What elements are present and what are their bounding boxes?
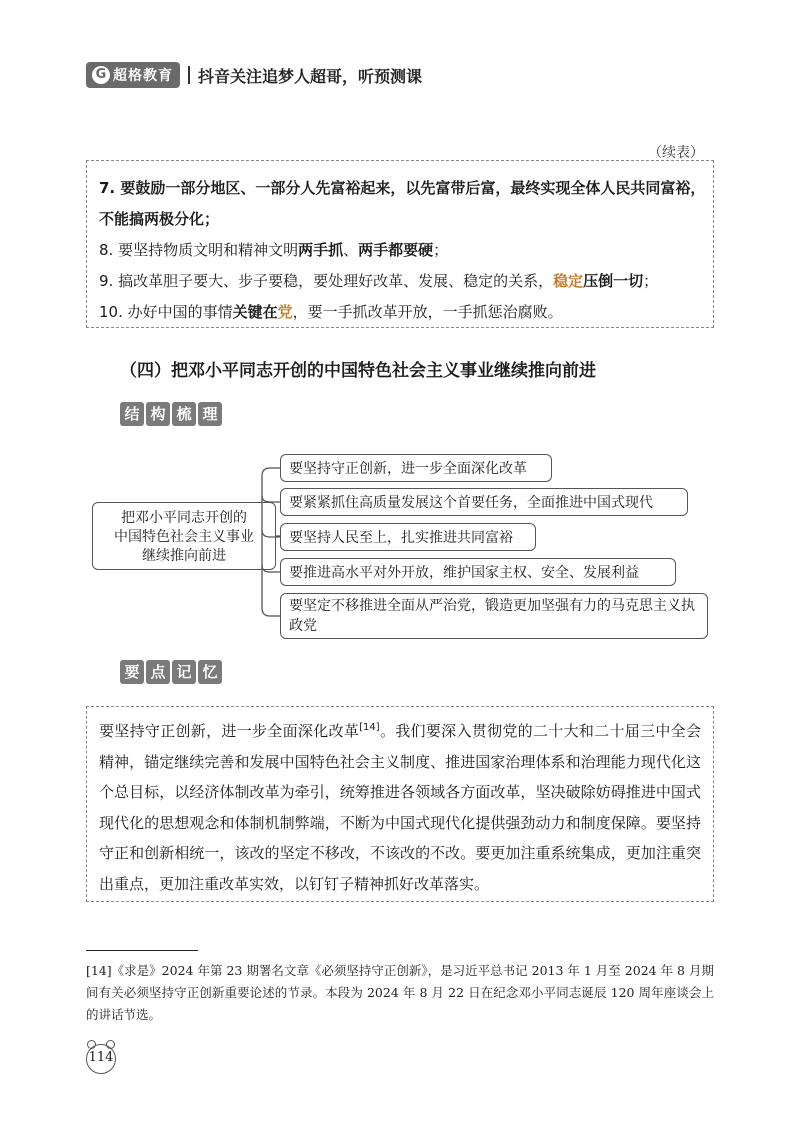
header-tagline: 抖音关注追梦人超哥，听预测课 xyxy=(198,67,423,86)
mindmap-branch-1: 要坚持守正创新，进一步全面深化改革 xyxy=(280,454,552,482)
mindmap-root xyxy=(92,502,276,570)
tag-char: 梳 xyxy=(172,402,196,426)
page-number-badge xyxy=(86,1038,122,1074)
logo-mark-icon: G xyxy=(92,66,110,84)
bold-text: 压倒一切 xyxy=(583,272,644,290)
keypoint-paragraph xyxy=(99,713,701,899)
bold-text: 两手抓 xyxy=(298,241,344,259)
bold-text: 不能搞两极分化； xyxy=(99,210,220,228)
bold-text: 关键在 xyxy=(232,303,278,321)
text: ，要一手抓改革开放，一手抓惩治腐败。 xyxy=(292,303,563,321)
tag-char: 结 xyxy=(120,402,144,426)
text: 10. 办好中国的事情 xyxy=(99,303,233,321)
mindmap-branch-5: 要坚定不移推进全面从严治党，锻造更加坚强有力的马克思主义执政党 xyxy=(280,593,708,639)
text: 、 xyxy=(343,241,359,259)
footnote: [14]《求是》2024 年第 23 期署名文章《必须坚持守正创新》，是习近平总书记 2013 年 1 月至 2024 年 8 月期间有关必须坚持守正创新重要论述的节录。本段为 2024 年 8 月 22 日在纪念邓小平同志诞辰 120 周年座谈会上的讲话节选。 xyxy=(86,963,714,1022)
highlight-text: 稳定 xyxy=(553,272,584,290)
keypoint-lead: 要坚持守正创新，进一步全面深化改革 xyxy=(99,722,360,740)
footnote-ref[interactable]: [14] xyxy=(359,722,380,733)
footnote-rule xyxy=(86,950,198,951)
mindmap-root-line: 把邓小平同志开创的 xyxy=(121,510,247,526)
section-title: （四）把邓小平同志开创的中国特色社会主义事业继续推向前进 xyxy=(120,361,596,381)
tag-char: 构 xyxy=(146,402,170,426)
tag-char: 要 xyxy=(120,660,144,684)
mindmap-root-line: 中国特色社会主义事业 xyxy=(114,529,254,545)
page-number: 114 xyxy=(88,1050,114,1065)
keypoint-body: 。我们要深入贯彻党的二十大和二十届三中全会精神，锚定继续完善和发展中国特色社会主义制度、推进国家治理体系和治理能力现代化这个总目标，以经济体制改革为牵引，统筹推进各领域各方面改革，坚决破除妨碍推进中国式现代化的思想观念和体制机制弊端，不断为中国式现代化提供强劲动力和制度保障。要坚持守正和创新相统一，该改的坚定不移改，不该改的不改。要更加注重系统集成，更加注重突出重点，更加注重改革实效，以钉钉子精神抓好改革落实。 xyxy=(99,722,701,893)
tag-keypoints xyxy=(120,660,222,684)
text: 9. 搞改革胆子要大、步子要稳，要处理好改革、发展、稳定的关系， xyxy=(99,272,554,290)
text: ； xyxy=(643,272,659,290)
tag-char: 点 xyxy=(146,660,170,684)
text: 8. 要坚持物质文明和精神文明 xyxy=(99,241,299,259)
tag-char: 忆 xyxy=(198,660,222,684)
text: ； xyxy=(433,241,449,259)
bold-text: 两手都要硬 xyxy=(358,241,434,259)
tag-char: 记 xyxy=(172,660,196,684)
bold-text: 7. 要鼓励一部分地区、一部分人先富裕起来，以先富带后富，最终实现全体人民共同富裕， xyxy=(99,179,706,197)
mindmap-root-line: 继续推向前进 xyxy=(142,548,226,564)
highlight-text: 党 xyxy=(277,303,293,321)
continuation-label: （续表） xyxy=(648,145,704,161)
keypoint-box xyxy=(86,706,714,902)
logo-text: 超格教育 xyxy=(113,68,173,84)
mindmap-branch-3: 要坚持人民至上，扎实推进共同富裕 xyxy=(280,523,536,551)
mindmap-branch-2: 要紧紧抓住高质量发展这个首要任务，全面推进中国式现代 xyxy=(280,488,688,516)
mindmap-branch-4: 要推进高水平对外开放，维护国家主权、安全、发展利益 xyxy=(280,558,676,586)
tag-char: 理 xyxy=(198,402,222,426)
